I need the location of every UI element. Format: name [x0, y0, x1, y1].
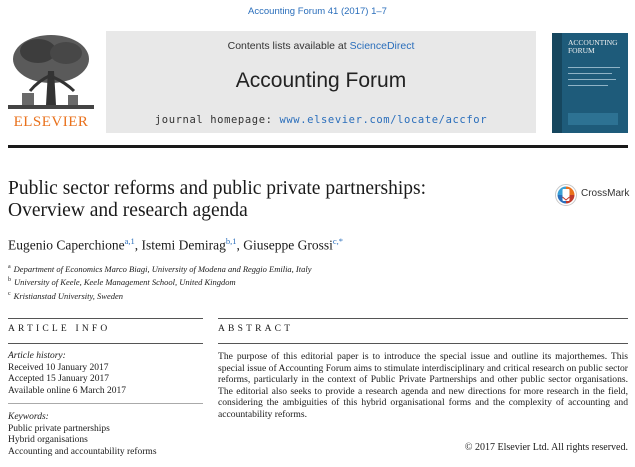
journal-title: Accounting Forum: [235, 69, 407, 92]
author-affil-marker[interactable]: c,*: [332, 236, 344, 246]
keyword-item[interactable]: Accounting and accountability reforms: [8, 446, 157, 457]
author-list: [8, 236, 343, 254]
keywords-label: Keywords:: [8, 412, 49, 422]
history-item: Received 10 January 2017: [8, 362, 109, 373]
affiliation-text: University of Keele, Keele Management School, United Kingdom: [14, 277, 236, 288]
author-affil-marker[interactable]: b,1: [225, 236, 237, 246]
abstract-top-rule: [218, 318, 628, 319]
affiliation-item: [8, 262, 608, 275]
elsevier-tree-icon: [8, 31, 94, 111]
keyword-item[interactable]: Hybrid organisations: [8, 435, 88, 445]
journal-banner: [106, 31, 536, 133]
journal-cover-thumbnail[interactable]: [552, 33, 628, 133]
author-separator: ,: [134, 237, 139, 253]
keyword-list: [8, 412, 203, 458]
article-info-top-rule: [8, 318, 203, 319]
contents-prefix: Contents lists available at: [227, 40, 347, 52]
history-item: Accepted 15 January 2017: [8, 374, 110, 384]
history-item: Available online 6 March 2017: [8, 385, 127, 396]
keyword-item[interactable]: Public private partnerships: [8, 423, 110, 434]
crossmark-label: CrossMark: [581, 188, 630, 199]
author-name[interactable]: Giuseppe Grossi: [243, 237, 333, 253]
article-info-heading: ARTICLE INFO: [8, 324, 111, 334]
article-title-line-1: Public sector reforms and public private partnerships:: [8, 178, 427, 199]
author-affil-marker[interactable]: a,1: [124, 236, 135, 246]
homepage-link[interactable]: www.elsevier.com/locate/accfor: [279, 114, 488, 126]
affiliation-item: [8, 289, 608, 302]
article-title-line-2: Overview and research agenda: [8, 200, 248, 221]
affiliation-key: a: [8, 264, 11, 270]
crossmark-icon: [555, 184, 577, 206]
article-info-heading-rule: [8, 343, 203, 344]
elsevier-logo[interactable]: [8, 31, 94, 131]
abstract-heading-rule: [218, 343, 628, 344]
contents-availability: [106, 40, 536, 52]
sciencedirect-link[interactable]: ScienceDirect: [349, 40, 415, 52]
journal-homepage: [106, 114, 536, 126]
journal-reference[interactable]: Accounting Forum 41 (2017) 1–7: [248, 6, 387, 17]
article-history: [8, 351, 203, 397]
abstract-heading: ABSTRACT: [218, 324, 294, 334]
author-separator: ,: [236, 237, 240, 253]
cover-title: ACCOUNTING FORUM: [568, 38, 618, 55]
abstract-body: The purpose of this editorial paper is to introduce the special issue and outline its majorthemes. This special issue of Accounting Forum aims to stimulate interdisciplinary and critical research on public sector reforms, particularly in the context of Public Private Partnerships and other public sector organisations. The editorial also seeks to provide a research agenda and new directions for more research in the field, considering the ambiguities of this hybrid organisational forms and the complexity of accounting and accountability reforms.: [218, 351, 628, 420]
author-name[interactable]: Eugenio Caperchione: [8, 237, 125, 253]
elsevier-wordmark: ELSEVIER: [13, 114, 89, 130]
history-label: Article history:: [8, 351, 66, 361]
author-name[interactable]: Istemi Demirag: [141, 237, 226, 253]
crossmark-badge[interactable]: [555, 184, 635, 208]
masthead-divider: [8, 145, 628, 148]
affiliation-key: b: [8, 277, 11, 284]
affiliation-text: Kristianstad University, Sweden: [13, 290, 123, 301]
affiliation-item: [8, 275, 608, 288]
article-title: [8, 178, 528, 222]
affiliation-text: Department of Economics Marco Biagi, University of Modena and Reggio Emilia, Italy: [13, 263, 312, 274]
homepage-prefix: journal homepage:: [154, 114, 273, 126]
copyright-notice: © 2017 Elsevier Ltd. All rights reserved.: [464, 442, 628, 453]
affiliation-list: [8, 262, 608, 302]
affiliation-key: c: [8, 290, 11, 297]
keywords-rule: [8, 403, 203, 404]
journal-masthead: [8, 27, 628, 135]
